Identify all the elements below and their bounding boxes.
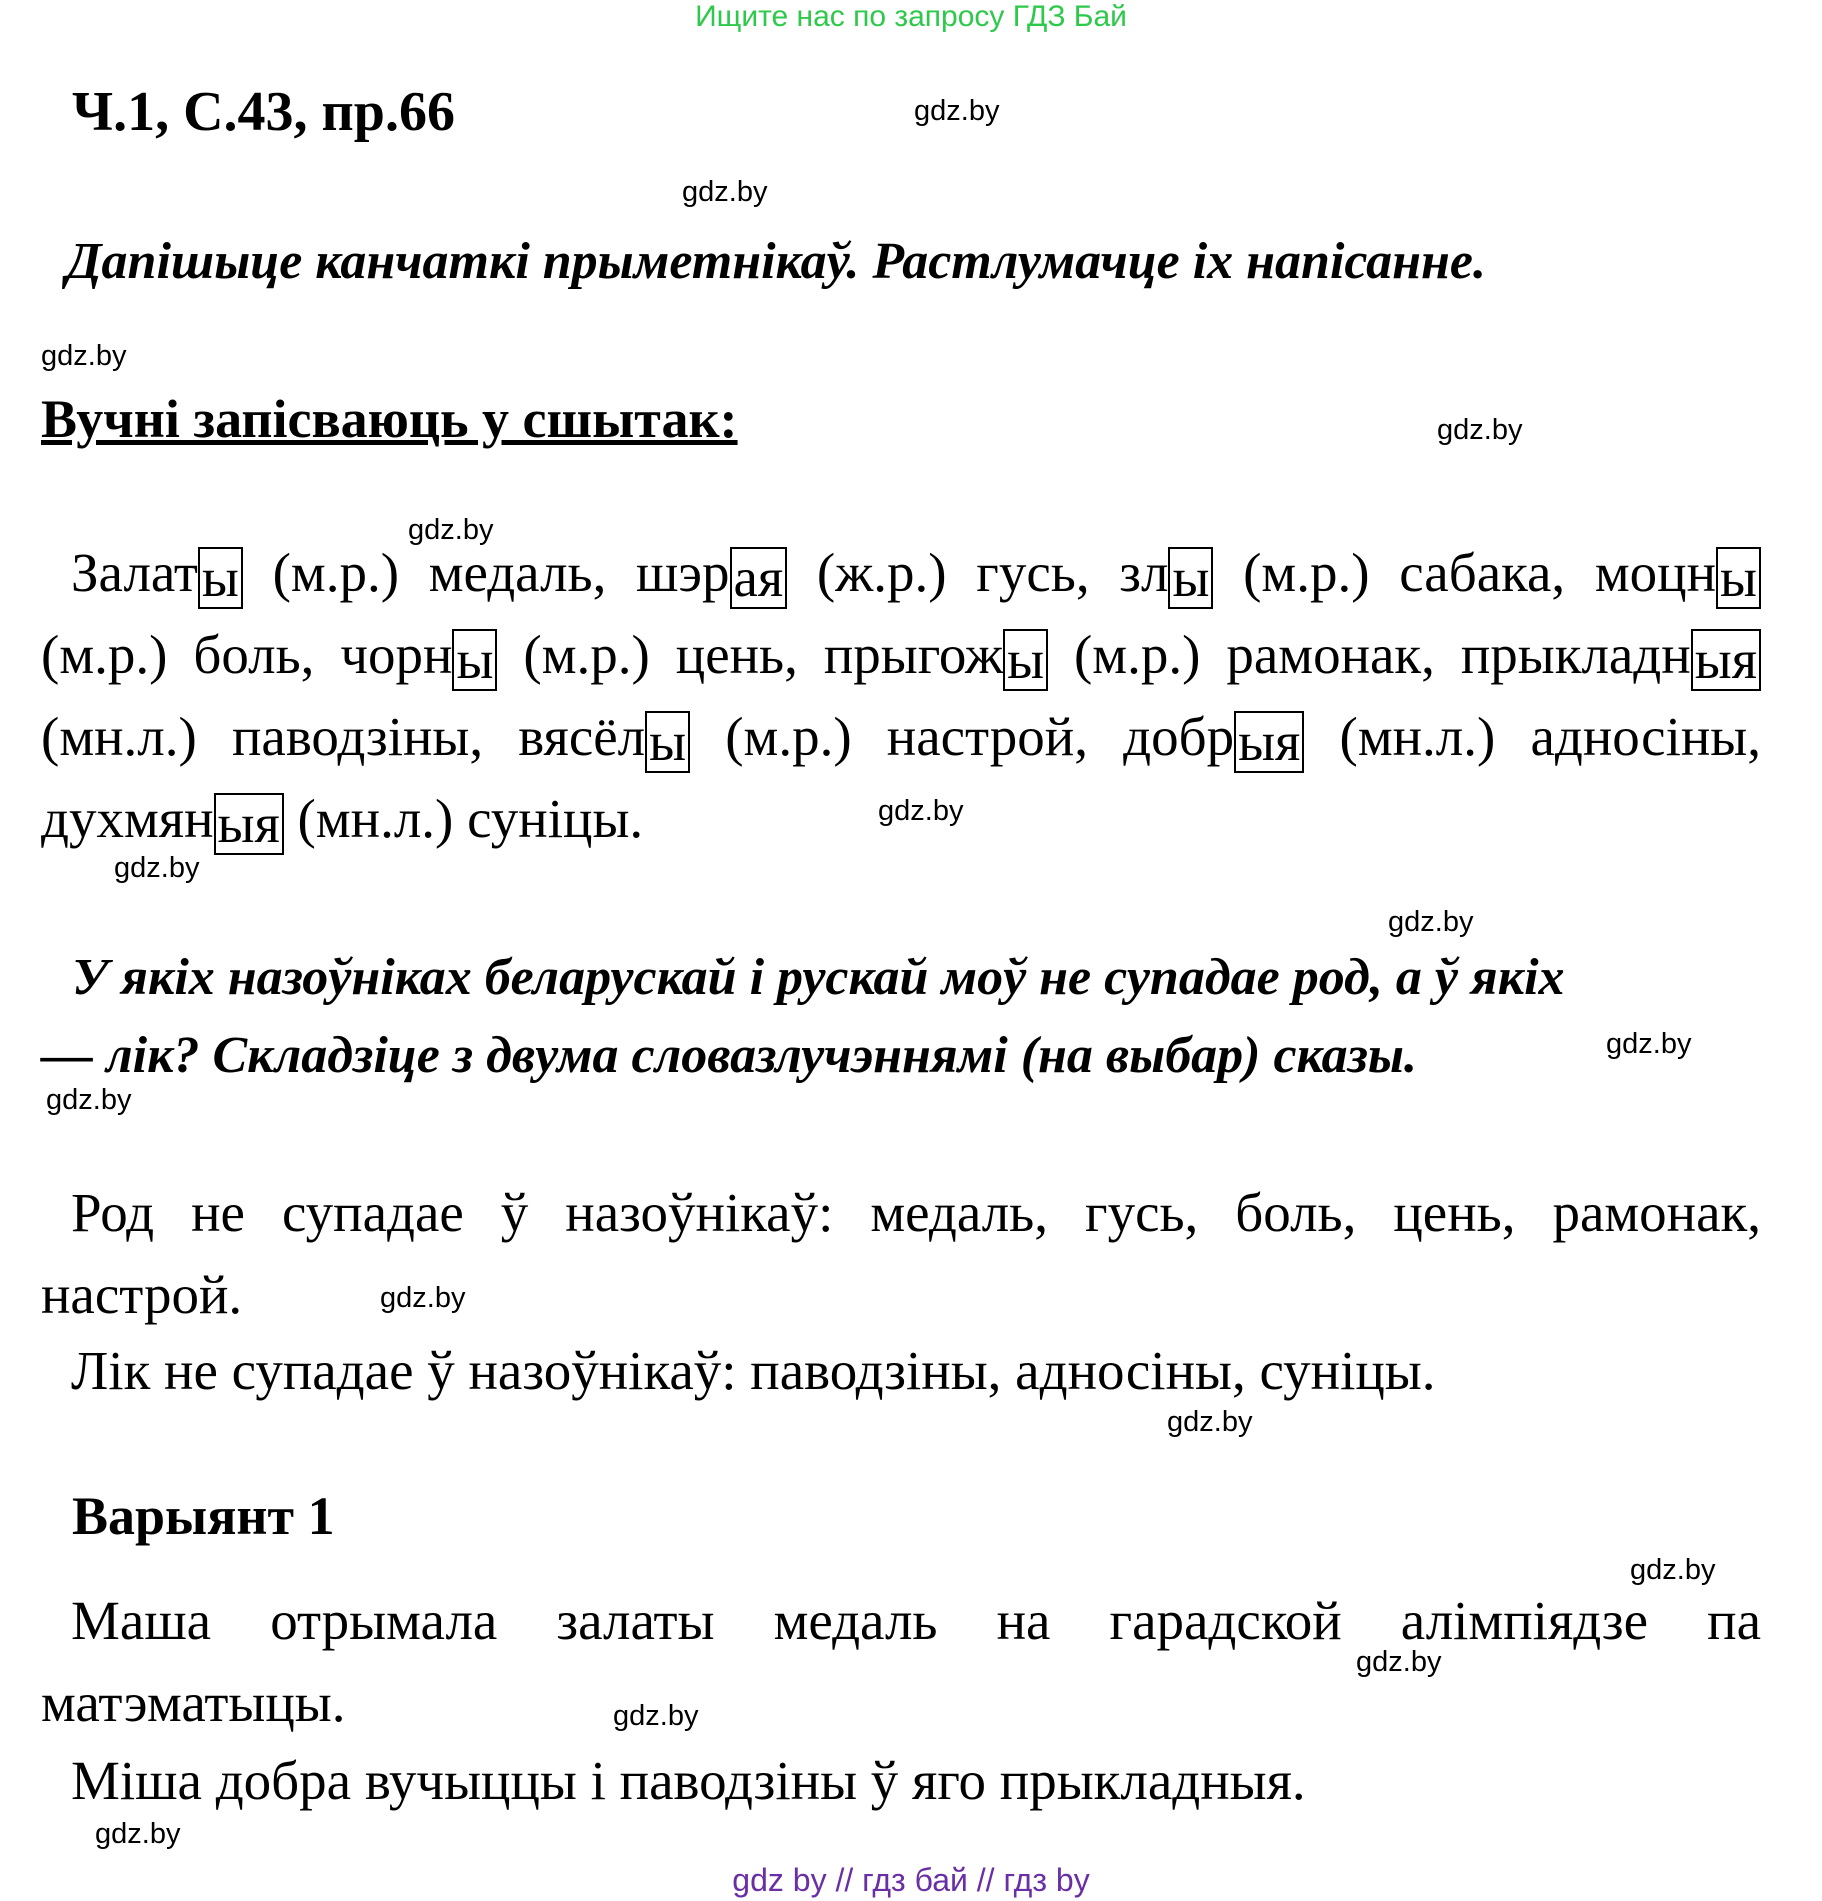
exercise-line — [41, 696, 1761, 778]
notebook-heading: Вучні запісваюць у сшытак: — [41, 389, 738, 449]
number-answer-line: Лік не супадае ў назоўнікаў: паводзіны, адносіны, суніцы. — [71, 1340, 1436, 1401]
sentence-1-line-1: Маша отрымала залаты медаль на гарадской алімпіядзе па — [71, 1590, 1761, 1651]
gender-answer — [41, 1172, 1761, 1336]
exercise-text: духмян — [41, 788, 214, 849]
exercise-text: (ж.р.) гусь, зл — [787, 542, 1169, 603]
boxed-ending: ы — [1003, 629, 1048, 691]
exercise-text: (м.р.) сабака, моцн — [1213, 542, 1717, 603]
boxed-ending: ы — [1168, 547, 1213, 609]
watermark: gdz.by — [1606, 1028, 1692, 1060]
watermark: gdz.by — [114, 852, 200, 884]
watermark: gdz.by — [1437, 414, 1523, 446]
sentence-2 — [41, 1740, 1761, 1822]
boxed-ending: ы — [452, 629, 497, 691]
sentence-1-line-2: матэматыцы. — [41, 1672, 346, 1733]
exercise-text: (мн.л.) суніцы. — [283, 788, 644, 849]
exercise-line — [41, 532, 1761, 614]
gender-answer-line-2: настрой. — [41, 1264, 243, 1325]
page-heading: Ч.1, С.43, пр.66 — [72, 81, 455, 143]
exercise-text: (м.р.) настрой, добр — [690, 706, 1235, 767]
exercise-text: (м.р.) боль, чорн — [41, 624, 453, 685]
sentence-2-line: Міша добра вучыццы і паводзіны ў яго прыкладныя. — [71, 1750, 1306, 1811]
gender-answer-line-1: Род не супадае ў назоўнікаў: медаль, гусь, боль, цень, рамонак, — [71, 1182, 1761, 1243]
task-instruction-1: Дапішыце канчаткі прыметнікаў. Растлумачце іх напісанне. — [66, 233, 1486, 290]
task-instruction-2-line-1: У якіх назоўніках беларускай і рускай моў не супадае род, а ў якіх — [72, 949, 1565, 1006]
watermark: gdz.by — [46, 1084, 132, 1116]
boxed-ending: ы — [645, 711, 690, 773]
exercise-text: (мн.л.) адносіны, — [1304, 706, 1761, 767]
number-answer — [41, 1330, 1761, 1412]
boxed-ending: ыя — [214, 793, 284, 855]
watermark: gdz.by — [1388, 906, 1474, 938]
watermark: gdz.by — [914, 95, 1000, 127]
watermark: gdz.by — [878, 795, 964, 827]
footer-links[interactable]: gdz by // гдз бай // гдз by — [732, 1862, 1090, 1898]
boxed-ending: ы — [198, 547, 243, 609]
boxed-ending: ая — [730, 547, 788, 609]
sentence-1 — [41, 1580, 1761, 1744]
exercise-text: Залат — [71, 542, 198, 603]
exercise-line — [41, 614, 1761, 696]
watermark: gdz.by — [1630, 1554, 1716, 1586]
promo-banner[interactable]: Ищите нас по запросу ГДЗ Бай — [695, 0, 1127, 33]
boxed-ending: ыя — [1234, 711, 1304, 773]
exercise-text: (мн.л.) паводзіны, вясёл — [41, 706, 646, 767]
watermark: gdz.by — [380, 1282, 466, 1314]
watermark: gdz.by — [682, 176, 768, 208]
exercise-text: (м.р.) медаль, шэр — [242, 542, 730, 603]
exercise-text: (м.р.) рамонак, прыкладн — [1048, 624, 1691, 685]
exercise-text: (м.р.) цень, прыгож — [497, 624, 1004, 685]
boxed-ending: ыя — [1691, 629, 1761, 691]
task-instruction-2-line-2: — лік? Складзіце з двума словазлучэннямі (на выбар) сказы. — [41, 1027, 1417, 1084]
watermark: gdz.by — [1167, 1406, 1253, 1438]
boxed-ending: ы — [1716, 547, 1761, 609]
watermark: gdz.by — [613, 1700, 699, 1732]
variant-heading: Варыянт 1 — [72, 1486, 335, 1546]
watermark: gdz.by — [95, 1818, 181, 1850]
watermark: gdz.by — [1356, 1646, 1442, 1678]
watermark: gdz.by — [408, 514, 494, 546]
watermark: gdz.by — [41, 340, 127, 372]
